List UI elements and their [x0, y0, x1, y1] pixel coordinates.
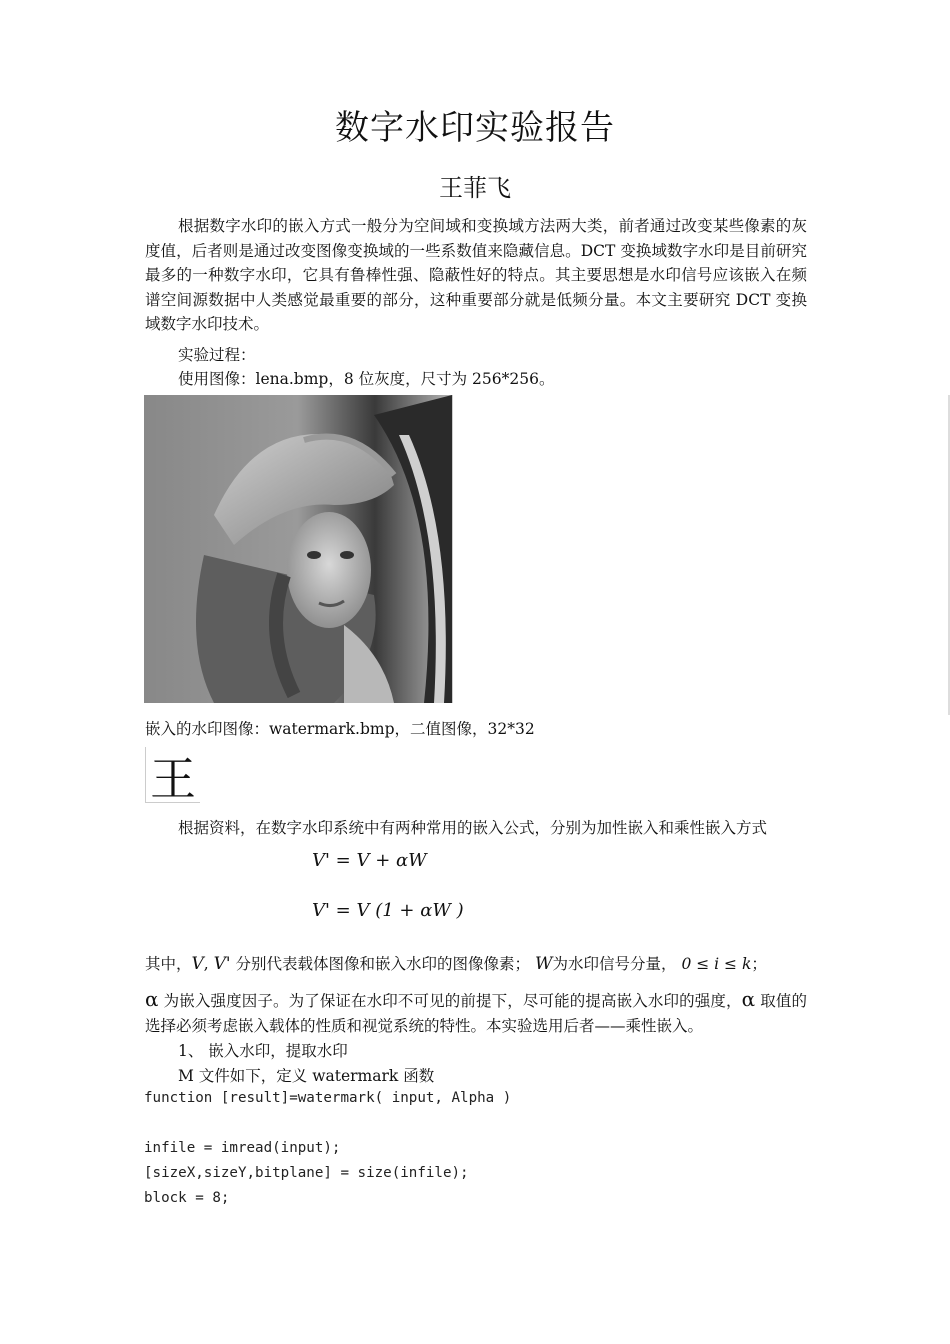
- watermark-info: 嵌入的水印图像：watermark.bmp，二值图像，32*32: [145, 720, 535, 738]
- watermark-image: [145, 747, 200, 806]
- code-line-3: infile = imread(input);: [144, 1140, 341, 1156]
- formula-multiplicative: V' = V (1 + αW ): [312, 900, 464, 921]
- alpha-symbol-2: α: [741, 987, 756, 1011]
- code-line-5: block = 8;: [144, 1190, 230, 1206]
- symbol-wi: W: [535, 954, 553, 974]
- where-text-c: 为水印信号分量，: [552, 955, 677, 973]
- image-info: 使用图像：lena.bmp，8 位灰度，尺寸为 256*256。: [178, 370, 555, 388]
- symbol-vi: V: [191, 954, 204, 974]
- alpha-text-2: 取值的选择必须考虑嵌入载体的性质和视觉系统的特性。本实验选用后者——乘性嵌入。: [145, 992, 807, 1035]
- range-text: 0 ≤ i ≤ k: [681, 955, 752, 973]
- intro-paragraph: 根据数字水印的嵌入方式一般分为空间域和变换域方法两大类，前者通过改变某些像素的灰度值，后者则是通过改变图像变换域的一些系数值来隐藏信息。DCT 变换域数字水印是目前研究最多的一种数字水印，它具有鲁棒性强、隐蔽性好的特点。其主要思想是水印信号应该嵌入在频谱空间源数据中人类感觉最重要的部分，这种重要部分就是低频分量。本文主要研究 DCT 变换域数字水印技术。: [145, 217, 807, 333]
- lena-image: [144, 395, 453, 703]
- author-name: 王菲飞: [439, 174, 511, 202]
- document-title: 数字水印实验报告: [335, 108, 615, 148]
- formula-additive: V' = V + αW: [312, 850, 427, 871]
- formula-intro: 根据资料，在数字水印系统中有两种常用的嵌入公式，分别为加性嵌入和乘性嵌入方式: [178, 819, 768, 837]
- where-line: 其中，V, V' 分别代表载体图像和嵌入水印的图像像素； W为水印信号分量， 0 ≤ i ≤ k；: [145, 954, 767, 974]
- alpha-symbol: α: [145, 987, 159, 1011]
- step-1-heading: 1、 嵌入水印，提取水印: [178, 1042, 348, 1060]
- process-label: 实验过程：: [178, 346, 256, 364]
- watermark-char: 王: [150, 752, 196, 806]
- lena-image-drawing: [144, 395, 452, 703]
- where-text-a: 其中，: [145, 955, 192, 973]
- alpha-text: 为嵌入强度因子。为了保证在水印不可见的前提下，尽可能的提高嵌入水印的强度，: [163, 992, 742, 1010]
- code-line-4: [sizeX,sizeY,bitplane] = size(infile);: [144, 1165, 469, 1181]
- where-text-b: 分别代表载体图像和嵌入水印的图像像素；: [235, 955, 531, 973]
- where-text-d: ；: [751, 955, 767, 973]
- code-line-1: function [result]=watermark( input, Alpha ): [144, 1090, 512, 1106]
- symbol-vi-prime: V': [213, 954, 231, 974]
- mfile-label: M 文件如下，定义 watermark 函数: [178, 1067, 435, 1085]
- alpha-paragraph: [145, 987, 807, 1038]
